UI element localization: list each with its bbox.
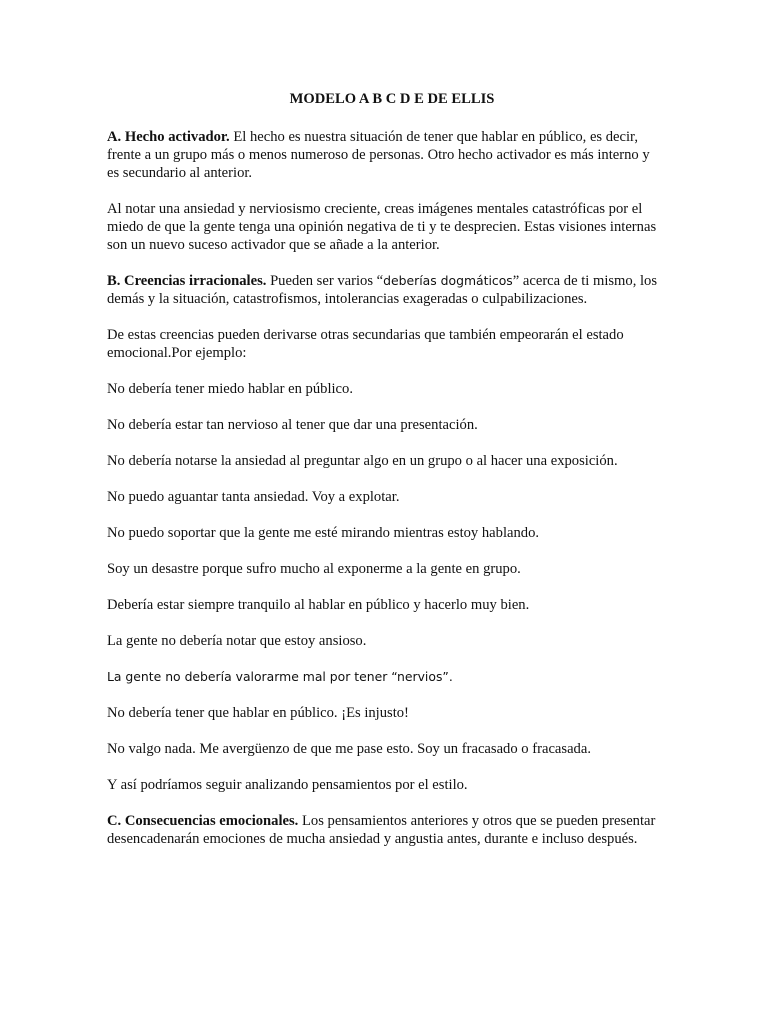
example-line: Soy un desastre porque sufro mucho al exponerme a la gente en grupo. [107,561,521,577]
example-line: No valgo nada. Me avergüenzo de que me pase esto. Soy un fracasado o fracasada. [107,741,591,757]
section-a-heading: A. Hecho activador. [107,129,230,145]
example-line: No debería estar tan nervioso al tener que dar una presentación. [107,417,478,433]
section-b-highlight: deberías dogmáticos [383,273,513,288]
example-line-sans: La gente no debería valorarme mal por tener “nervios”. [107,669,453,684]
example-line: No debería notarse la ansiedad al preguntar algo en un grupo o al hacer una exposición. [107,453,618,469]
section-c-text: Los pensamientos anteriores y otros que se pueden presentar desencadenarán emociones de mucha ansiedad y angustia antes, durante e incluso después. [107,813,656,847]
example-line: No puedo aguantar tanta ansiedad. Voy a explotar. [107,489,400,505]
example-line: La gente no debería notar que estoy ansioso. [107,633,367,649]
example-line: No debería tener miedo hablar en público. [107,381,353,397]
example-line: No debería tener que hablar en público. ¡Es injusto! [107,705,409,721]
section-a-paragraph [107,128,663,182]
document-body [107,90,663,866]
section-b-heading: B. Creencias irracionales. [107,273,267,289]
example-line: No puedo soportar que la gente me esté mirando mientras estoy hablando. [107,525,540,541]
section-a-text: El hecho es nuestra situación de tener que hablar en público, es decir, frente a un grupo más o menos numeroso de personas. Otro hecho activador es más interno y es secundario al anterior. [107,129,650,181]
section-c-paragraph [107,812,663,848]
section-b-text-before: Pueden ser varios “ [266,273,384,289]
document-title: MODELO A B C D E DE ELLIS [289,91,495,107]
section-b-paragraph [107,272,663,308]
visions-paragraph: Al notar una ansiedad y nerviosismo creciente, creas imágenes mentales catastróficas por el miedo de que la gente tenga una opinión negativa de ti y te desprecien. Estas visiones internas son un nuevo suceso activador que se añade a la anterior. [107,201,657,253]
example-line: Debería estar siempre tranquilo al hablar en público y hacerlo muy bien. [107,597,530,613]
closing-line: Y así podríamos seguir analizando pensamientos por el estilo. [107,777,468,793]
section-c-heading: C. Consecuencias emocionales. [107,813,299,829]
section-b-text-after: ” acerca de ti mismo, los demás y la situación, catastrofismos, intolerancias exageradas o culpabilizaciones. [107,273,658,307]
secondary-beliefs-paragraph: De estas creencias pueden derivarse otras secundarias que también empeorarán el estado emocional.Por ejemplo: [107,327,624,361]
